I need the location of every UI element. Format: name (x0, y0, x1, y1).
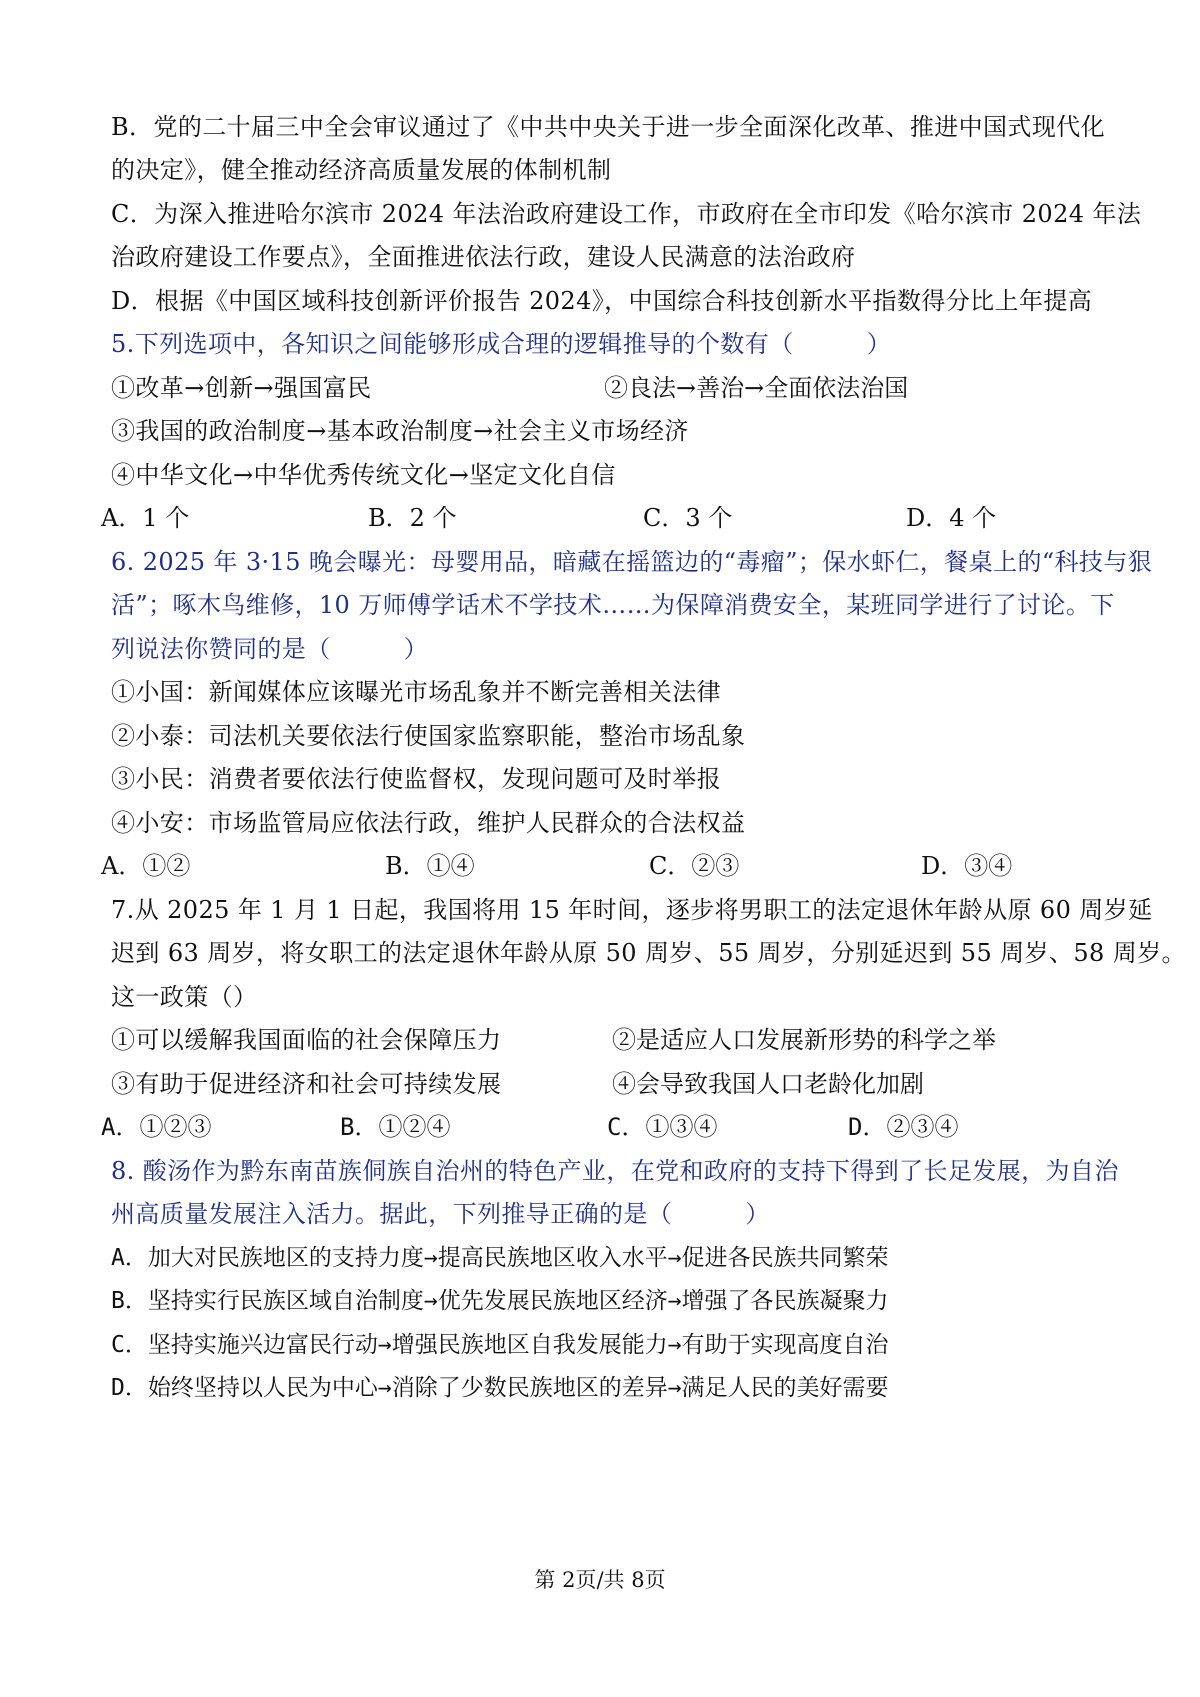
q7-stem-line2: 迟到 63 周岁，将女职工的法定退休年龄从原 50 周岁、55 周岁，分别延迟到 55 周岁、58 周岁。 (111, 939, 1186, 967)
q8-option-c: C．坚持实施兴边富民行动→增强民族地区自我发展能力→有助于实现高度自治 (111, 1332, 889, 1358)
q5-option-c: C．3 个 (643, 504, 733, 532)
q5-stem: 5.下列选项中，各知识之间能够形成合理的逻辑推导的个数有（ ） (111, 330, 892, 358)
q4-option-c-line1: C．为深入推进哈尔滨市 2024 年法治政府建设工作，市政府在全市印发《哈尔滨市 2024 年法 (111, 200, 1142, 228)
q7-option-b: B．①②④ (340, 1113, 451, 1141)
q6-stem-line1: 6. 2025 年 3·15 晚会曝光：母婴用品，暗藏在摇篮边的“毒瘤”；保水虾仁，餐桌上的“科技与狠 (111, 548, 1153, 576)
q7-item-4: ④会导致我国人口老龄化加剧 (612, 1070, 924, 1098)
q8-stem-line2: 州高质量发展注入活力。据此，下列推导正确的是（ ） (111, 1200, 770, 1228)
q5-option-b: B．2 个 (368, 504, 457, 532)
q6-option-d: D．③④ (921, 852, 1013, 880)
q5-option-d: D．4 个 (906, 504, 997, 532)
q6-option-c: C．②③ (649, 852, 740, 880)
q6-option-a: A．①② (101, 852, 191, 880)
q6-option-b: B．①④ (385, 852, 475, 880)
page-number-footer: 第 2页/共 8页 (534, 1568, 666, 1592)
q7-item-2: ②是适应人口发展新形势的科学之举 (612, 1026, 996, 1054)
q8-option-b: B．坚持实行民族区域自治制度→优先发展民族地区经济→增强了各民族凝聚力 (111, 1288, 889, 1314)
q7-option-c: C．①③④ (607, 1113, 718, 1141)
q4-option-b-line2: 的决定》，健全推动经济高质量发展的体制机制 (111, 156, 612, 184)
q8-option-a: A．加大对民族地区的支持力度→提高民族地区收入水平→促进各民族共同繁荣 (111, 1245, 889, 1271)
q7-option-d: D．②③④ (848, 1113, 959, 1141)
q7-item-3: ③有助于促进经济和社会可持续发展 (111, 1070, 502, 1098)
q4-option-b-line1: B．党的二十届三中全会审议通过了《中共中央关于进一步全面深化改革、推进中国式现代化 (111, 113, 1106, 141)
q6-item-1: ①小国：新闻媒体应该曝光市场乱象并不断完善相关法律 (111, 678, 721, 706)
q5-item-3: ③我国的政治制度→基本政治制度→社会主义市场经济 (111, 417, 689, 445)
q6-item-3: ③小民：消费者要依法行使监督权，发现问题可及时举报 (111, 765, 721, 793)
q7-option-a: A．①②③ (101, 1113, 212, 1141)
q4-option-d-line1: D．根据《中国区域科技创新评价报告 2024》，中国综合科技创新水平指数得分比上年提高 (111, 287, 1093, 315)
q5-option-a: A．1 个 (101, 504, 190, 532)
q8-option-d: D．始终坚持以人民为中心→消除了少数民族地区的差异→满足人民的美好需要 (111, 1375, 889, 1401)
q6-item-2: ②小泰：司法机关要依法行使国家监察职能，整治市场乱象 (111, 722, 746, 750)
q7-stem-line3: 这一政策（） (111, 983, 258, 1011)
q6-stem-line2: 活”；啄木鸟维修，10 万师傅学话术不学技术……为保障消费安全，某班同学进行了讨论。下 (111, 591, 1115, 619)
q8-stem-line1: 8. 酸汤作为黔东南苗族侗族自治州的特色产业，在党和政府的支持下得到了长足发展，为自治 (111, 1157, 1119, 1185)
q6-item-4: ④小安：市场监管局应依法行政，维护人民群众的合法权益 (111, 809, 746, 837)
q7-stem-line1: 7.从 2025 年 1 月 1 日起，我国将用 15 年时间，逐步将男职工的法定退休年龄从原 60 周岁延 (111, 896, 1153, 924)
q4-option-c-line2: 治政府建设工作要点》，全面推进依法行政，建设人民满意的法治政府 (111, 243, 856, 271)
q5-item-4: ④中华文化→中华优秀传统文化→坚定文化自信 (111, 461, 616, 489)
q7-item-1: ①可以缓解我国面临的社会保障压力 (111, 1026, 502, 1054)
q6-stem-line3: 列说法你赞同的是（ ） (111, 635, 429, 663)
q5-item-1: ①改革→创新→强国富民 (111, 374, 372, 402)
q5-item-2: ②良法→善治→全面依法治国 (604, 374, 909, 402)
